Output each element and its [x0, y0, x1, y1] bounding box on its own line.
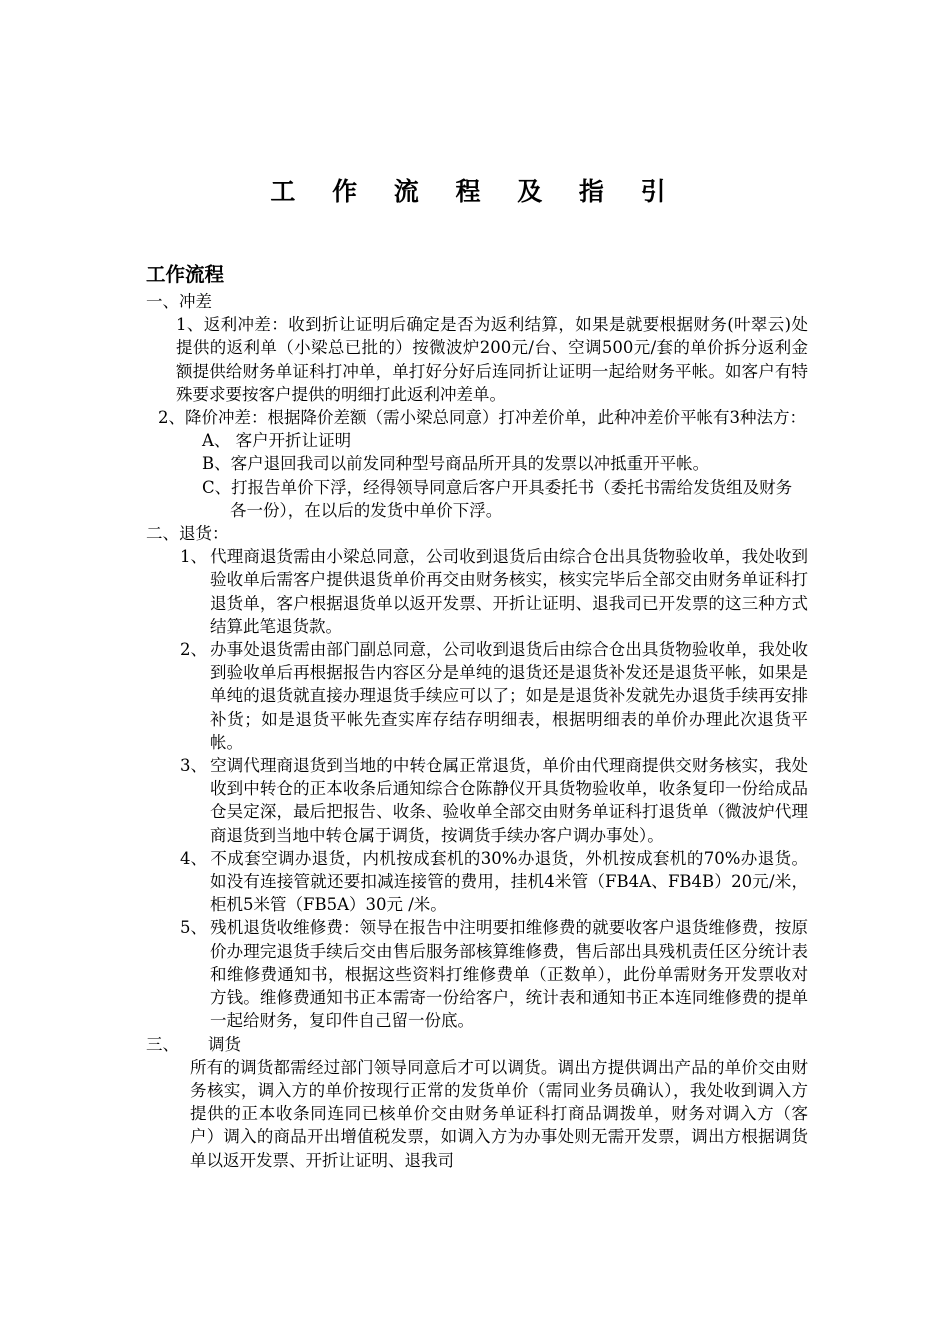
section-2-label: 二、退货： — [146, 524, 229, 544]
section-3 — [146, 1033, 808, 1172]
list-item-number: 5、 — [180, 918, 207, 938]
section-1-label: 一、冲差 — [146, 292, 212, 311]
section-heading: 工作流程 — [146, 263, 225, 286]
list-item-text: 空调代理商退货到当地的中转仓属正常退货，单价由代理商提供交财务核实，我处收到中转仓的正本收条后通知综合仓陈静仪开具货物验收单，收条复印一份给成品仓吴定深，最后把报告、收条、验收单全部交由财务单证科打退货单（微波炉代理商退货到当地中转仓属于调货，按调货手续办客户调办事处）。 — [210, 756, 808, 845]
list-item-number: 4、 — [180, 848, 207, 868]
list-item — [146, 847, 808, 917]
section-2 — [146, 522, 808, 1032]
list-item-number: 1、 — [180, 547, 207, 567]
list-item — [146, 638, 808, 754]
list-item-text: 不成套空调办退货，内机按成套机的30%办退货，外机按成套机的70%办退货。如没有连接管就还要扣减连接管的费用，挂机4米管（FB4A、FB4B）20元/米，柜机5米管（FB5A）30元 /米。 — [210, 848, 808, 915]
list-item-text: 残机退货收维修费：领导在报告中注明要扣维修费的就要收客户退货维修费，按原价办理完退货手续后交由售后服务部核算维修费，售后部出具残机责任区分统计表和维修费通知书，根据这些资料打维修费单（正数单），此份单需财务开发票收对方钱。维修费通知书正本需寄一份给客户，统计表和通知书正本连同维修费的提单一起给财务，复印件自己留一份底。 — [210, 918, 808, 1031]
section-3-title: 调货 — [208, 1034, 241, 1054]
option-a: A、 客户开折让证明 — [202, 431, 352, 451]
document-title: 工 作 流 程 及 指 引 — [270, 177, 680, 206]
section-3-label: 三、 — [146, 1034, 179, 1054]
section-3-paragraph: 所有的调货都需经过部门领导同意后才可以调货。调出方提供调出产品的单价交由财务核实，调入方的单价按现行正常的发货单价（需同业务员确认），我处收到调入方提供的正本收条同连同已核单价交由财务单证科打商品调拨单，财务对调入方（客户）调入的商品开出增值税发票，如调入方为办事处则无需开发票，调出方根据调货单以返开发票、开折让证明、退我司 — [190, 1057, 808, 1170]
list-item-number: 3、 — [180, 756, 207, 776]
document-body — [146, 262, 808, 1172]
option-b: B、客户退回我司以前发同种型号商品所开具的发票以冲抵重开平帐。 — [202, 454, 710, 474]
section-1-paragraph-1: 1、返利冲差：收到折让证明后确定是否为返利结算，如果是就要根据财务(叶翠云)处提供的返利单（小梁总已批的）按微波炉200元/台、空调500元/套的单价拆分返利金额提供给财务单证科打冲单，单打好分好后连同折让证明一起给财务平帐。如客户有特殊要求要按客户提供的明细打此返利冲差单。 — [176, 315, 808, 404]
section-3-header — [146, 1033, 808, 1056]
list-item-text: 代理商退货需由小梁总同意，公司收到退货后由综合仓出具货物验收单，我处收到验收单后需客户提供退货单价再交由财务核实，核实完毕后全部交由财务单证科打退货单，客户根据退货单以返开发票、开折让证明、退我司已开发票的这三种方式结算此笔退货款。 — [210, 547, 808, 636]
option-c: C、打报告单价下浮，经得领导同意后客户开具委托书（委托书需给发货组及财务各一份），在以后的发货中单价下浮。 — [202, 477, 793, 520]
list-item — [146, 754, 808, 847]
list-item-text: 办事处退货需由部门副总同意，公司收到退货后由综合仓出具货物验收单，我处收到验收单后再根据报告内容区分是单纯的退货还是退货补发还是退货平帐，如果是单纯的退货就直接办理退货手续应可以了；如是是退货补发就先办退货手续再安排补货；如是退货平帐先查实库存结存明细表，根据明细表的单价办理此次退货平帐。 — [210, 640, 808, 752]
list-item — [146, 545, 808, 638]
section-1-paragraph-2: 2、降价冲差：根据降价差额（需小梁总同意）打冲差价单，此种冲差价平帐有3种法方： — [158, 408, 806, 428]
section-1 — [146, 290, 808, 522]
list-item — [146, 916, 808, 1032]
list-item-number: 2、 — [180, 640, 207, 660]
